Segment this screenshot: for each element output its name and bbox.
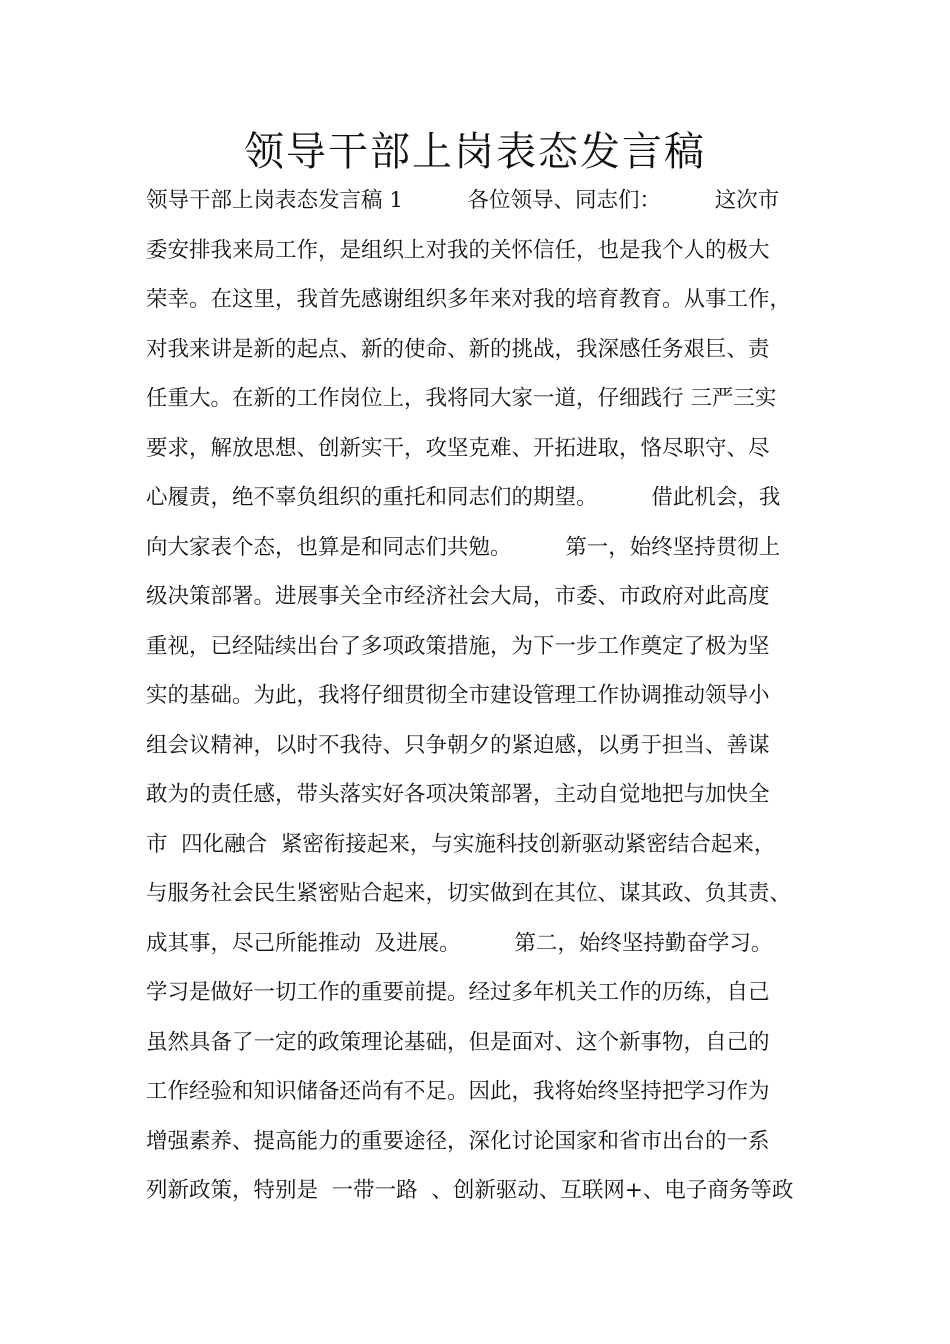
body-line: 要求，解放思想、创新实干，攻坚克难、开拓进取，恪尽职守、尽 [146,435,770,461]
body-line: 荣幸。在这里，我首先感谢组织多年来对我的培育教育。从事工作， [146,287,792,312]
body-line: 任重大。在新的工作岗位上，我将同大家一道，仔细践行 三严三实 [146,386,777,411]
body-line: 组会议精神，以时不我待、只争朝夕的紧迫感，以勇于担当、善谋 [146,732,770,758]
body-line: 向大家表个态，也算是和同志们共勉。 第一，始终坚持贯彻上 [146,534,781,560]
body-line: 委安排我来局工作，是组织上对我的关怀信任，也是我个人的极大 [146,237,770,263]
body-line: 工作经验和知识储备还尚有不足。因此，我将始终坚持把学习作为 [146,1079,770,1104]
body-line: 成其事，尽己所能推动 及进展。 第二，始终坚持勤奋学习。 [146,930,773,956]
body-line: 敢为的责任感，带头落实好各项决策部署，主动自觉地把与加快全 [146,782,770,807]
body-line: 学习是做好一切工作的重要前提。经过多年机关工作的历练，自己 [146,980,770,1005]
body-line: 心履责，绝不辜负组织的重托和同志们的期望。 借此机会，我 [146,485,781,510]
body-line: 与服务社会民生紧密贴合起来，切实做到在其位、谋其政、负其责、 [146,881,792,906]
body-line: 列新政策，特别是 一带一路 、创新驱动、互联网+、电子商务等政 [146,1178,794,1203]
document-title: 领导干部上岗表态发言稿 [244,129,706,175]
body-line: 市 四化融合 紧密衔接起来，与实施科技创新驱动紧密结合起来， [146,831,776,857]
body-line: 领导干部上岗表态发言稿 1 各位领导、同志们： 这次市 [146,188,780,213]
body-line: 虽然具备了一定的政策理论基础，但是面对、这个新事物，自己的 [146,1029,770,1055]
body-line: 对我来讲是新的起点、新的使命、新的挑战，我深感任务艰巨、责 [146,336,770,362]
body-line: 级决策部署。进展事关全市经济社会大局，市委、市政府对此高度 [146,584,770,609]
document-body [146,176,836,1216]
body-line: 重视，已经陆续出台了多项政策措施，为下一步工作奠定了极为坚 [146,633,770,659]
body-line: 实的基础。为此，我将仔细贯彻全市建设管理工作协调推动领导小 [146,683,770,708]
body-line: 增强素养、提高能力的重要途径，深化讨论国家和省市出台的一系 [146,1128,770,1154]
